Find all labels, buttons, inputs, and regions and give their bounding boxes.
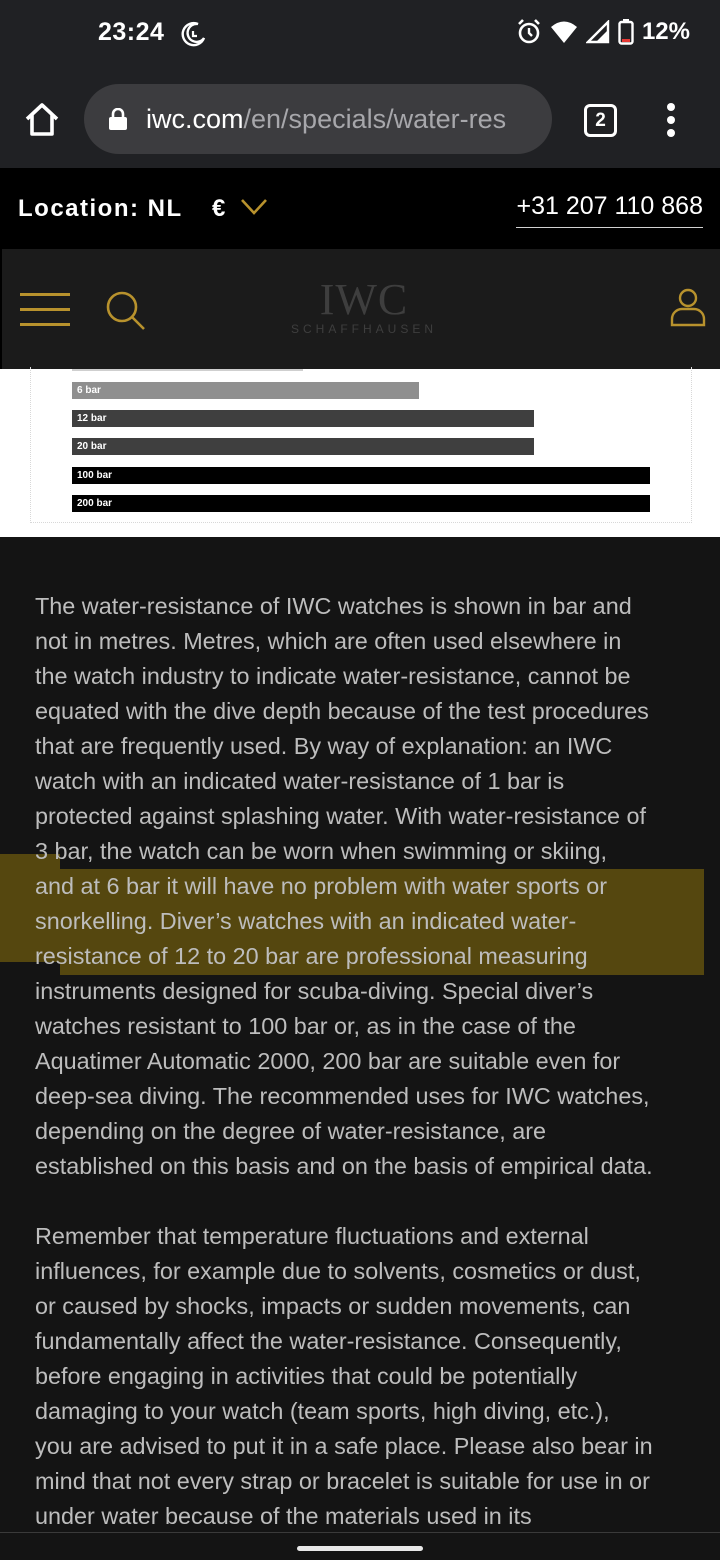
lock-icon (108, 108, 128, 130)
chart-bar: 200 bar (72, 495, 650, 512)
text-line: before engaging in activities that could be potentially (35, 1363, 578, 1389)
site-header (0, 249, 720, 369)
chart-bar: 100 bar (72, 467, 650, 484)
text-line: depending on the degree of water-resistance, are (35, 1118, 547, 1144)
text-line: or caused by shocks, impacts or sudden movements, can (35, 1293, 631, 1319)
chart-bar: 12 bar (72, 410, 534, 427)
text-line: established on this basis and on the basis of empirical data. (35, 1153, 653, 1179)
chart-bar-cut-off (72, 369, 303, 371)
text-line: Aquatimer Automatic 2000, 200 bar are suitable even for (35, 1048, 621, 1074)
home-icon[interactable] (22, 99, 62, 139)
text-line: influences, for example due to solvents, cosmetics or dust, (35, 1258, 641, 1284)
browser-toolbar (0, 68, 720, 168)
text-line: that are frequently used. By way of explanation: an IWC (35, 733, 613, 759)
text-line: snorkelling. Diver’s watches with an indicated water- (35, 908, 577, 934)
text-line: The water-resistance of IWC watches is shown in bar and (35, 593, 632, 619)
tab-switcher-icon[interactable]: 2 (584, 104, 617, 137)
currency-selector[interactable]: € (212, 195, 226, 222)
hamburger-menu-icon[interactable] (20, 293, 70, 327)
text-line: the watch industry to indicate water-resistance, cannot be (35, 663, 631, 689)
address-bar[interactable] (84, 84, 552, 154)
account-icon[interactable] (670, 287, 706, 327)
chart-bar: 6 bar (72, 382, 419, 399)
text-line: resistance of 12 to 20 bar are professional measuring (35, 943, 588, 969)
iwc-logo[interactable]: IWC (319, 275, 409, 324)
alarm-icon (516, 18, 542, 46)
article-content (0, 537, 720, 1537)
gesture-handle[interactable] (297, 1546, 423, 1551)
url-path: /en/specials/water-res (243, 104, 507, 134)
location-label[interactable]: Location: NL (18, 195, 183, 222)
status-icons (516, 18, 690, 46)
paragraph-water-resistance (35, 589, 695, 1184)
text-line: and at 6 bar it will have no problem with water sports or (35, 873, 608, 899)
url-text[interactable] (146, 104, 506, 135)
text-line: deep-sea diving. The recommended uses for IWC watches, (35, 1083, 650, 1109)
text-line: mind that not every strap or bracelet is suitable for use in or (35, 1468, 650, 1494)
text-line: Remember that temperature fluctuations and external (35, 1223, 589, 1249)
url-domain: iwc.com (146, 104, 244, 134)
moon-clock-icon (178, 20, 208, 50)
search-icon[interactable] (104, 289, 146, 331)
text-line: you are advised to put it in a safe place. Please also bear in (35, 1433, 653, 1459)
signal-icon (586, 20, 610, 44)
paragraph-care-advice (35, 1219, 695, 1534)
water-resistance-chart (0, 369, 720, 537)
wifi-icon (550, 20, 578, 44)
text-line: watches resistant to 100 bar or, as in the case of the (35, 1013, 576, 1039)
status-bar (0, 0, 720, 68)
text-line: fundamentally affect the water-resistance. Consequently, (35, 1328, 622, 1354)
text-line: under water because of the materials used in its (35, 1503, 532, 1529)
navigation-bar (0, 1532, 720, 1560)
text-line: protected against splashing water. With water-resistance of (35, 803, 647, 829)
battery-percent: 12% (641, 18, 690, 45)
text-line: not in metres. Metres, which are often used elsewhere in (35, 628, 622, 654)
location-bar (0, 168, 720, 249)
text-line: instruments designed for scuba-diving. Special diver’s (35, 978, 594, 1004)
text-line: damaging to your watch (team sports, high diving, etc.), (35, 1398, 610, 1424)
battery-icon (618, 19, 634, 45)
chevron-down-icon[interactable] (240, 198, 268, 216)
phone-link[interactable]: +31 207 110 868 (516, 192, 703, 228)
text-line: 3 bar, the watch can be worn when swimming or skiing, (35, 838, 608, 864)
chart-bar: 20 bar (72, 438, 534, 455)
overflow-menu-icon[interactable] (660, 103, 682, 137)
text-line: watch with an indicated water-resistance of 1 bar is (35, 768, 565, 794)
logo-subtitle: SCHAFFHAUSEN (290, 322, 437, 336)
text-line: equated with the dive depth because of the test procedures (35, 698, 649, 724)
status-time: 23:24 (98, 18, 165, 46)
